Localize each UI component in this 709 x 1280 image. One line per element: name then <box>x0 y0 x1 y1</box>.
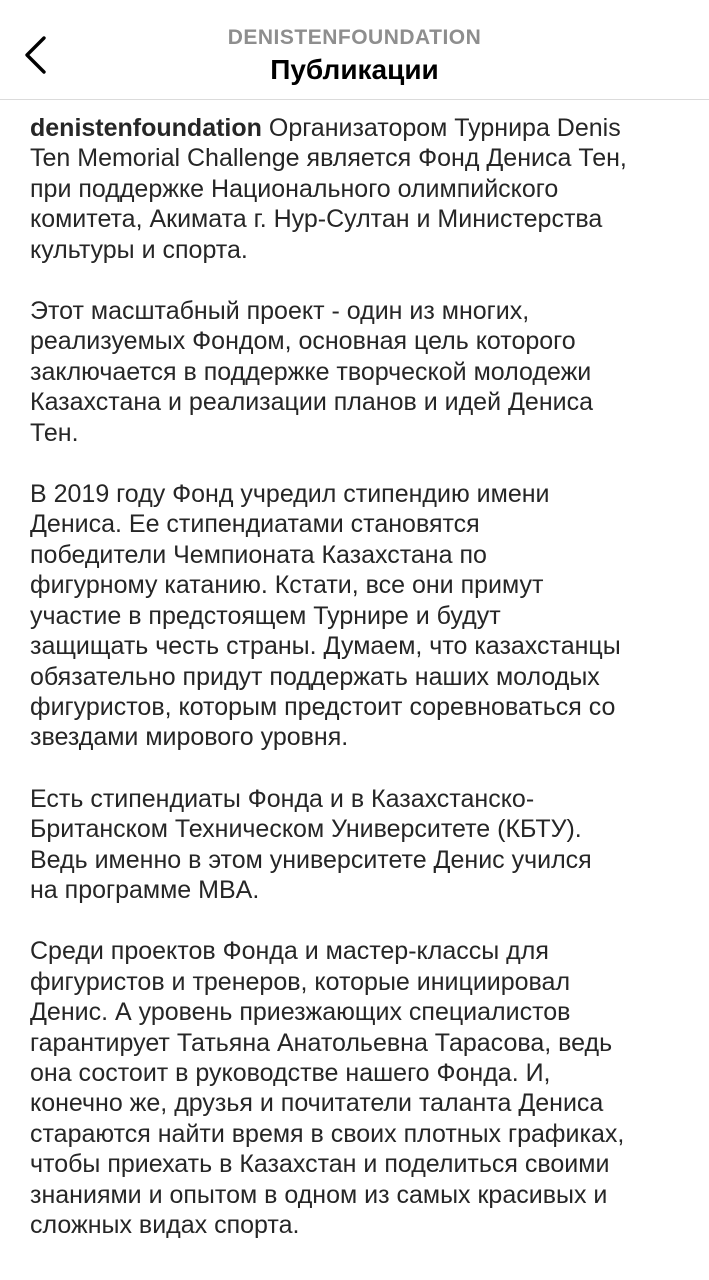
caption-paragraph: В 2019 году Фонд учредил стипендию имени Дениса. Ее стипендиатами становятся победители Чемпионата Казахстана по фигурному катанию. Кстати, все они примут участие в предстоящем Турнире и будут защищать честь страны. Думаем, что казахстанцы обязательно придут поддержать наших молодых фигуристов, которым предстоит соревноваться со звездами мирового уровня. <box>30 480 621 752</box>
caption-paragraph: Есть стипендиаты Фонда и в Казахстанско- Британском Техническом Университете (КБТУ). Ведь именно в этом университете Денис учился на программе MBA. <box>30 784 592 904</box>
top-navigation-bar <box>0 0 709 100</box>
post-caption <box>30 113 692 1271</box>
account-username: DENISTENFOUNDATION <box>227 26 482 49</box>
caption-paragraph: Среди проектов Фонда и мастер-классы для фигуристов и тренеров, которые инициировал Денис. А уровень приезжающих специалистов гарантирует Татьяна Анатольевна Тарасова, ведь она состоит в руководстве нашего Фонда. И, конечно же, друзья и почитатели таланта Дениса стараются найти время в своих плотных графиках, чтобы приехать в Казахстан и поделиться своими знаниями и опытом в одном из самых красивых и сложных видах спорта. <box>30 937 625 1239</box>
page-title: Публикации <box>270 54 439 85</box>
caption-paragraph: Этот масштабный проект - один из многих, реализуемых Фондом, основная цель которого заключается в поддержке творческой молодежи Казахстана и реализации планов и идей Дениса Тен. <box>30 297 593 447</box>
caption-paragraph <box>30 113 692 265</box>
caption-author-link[interactable]: denistenfoundation <box>30 114 262 142</box>
caption-text: Организатором Турнира Denis Ten Memorial Challenge является Фонд Дениса Тен, при поддержке Национального олимпийского комитета, Акимата г. Нур-Султан и Министерства культуры и спорта. <box>30 114 627 264</box>
